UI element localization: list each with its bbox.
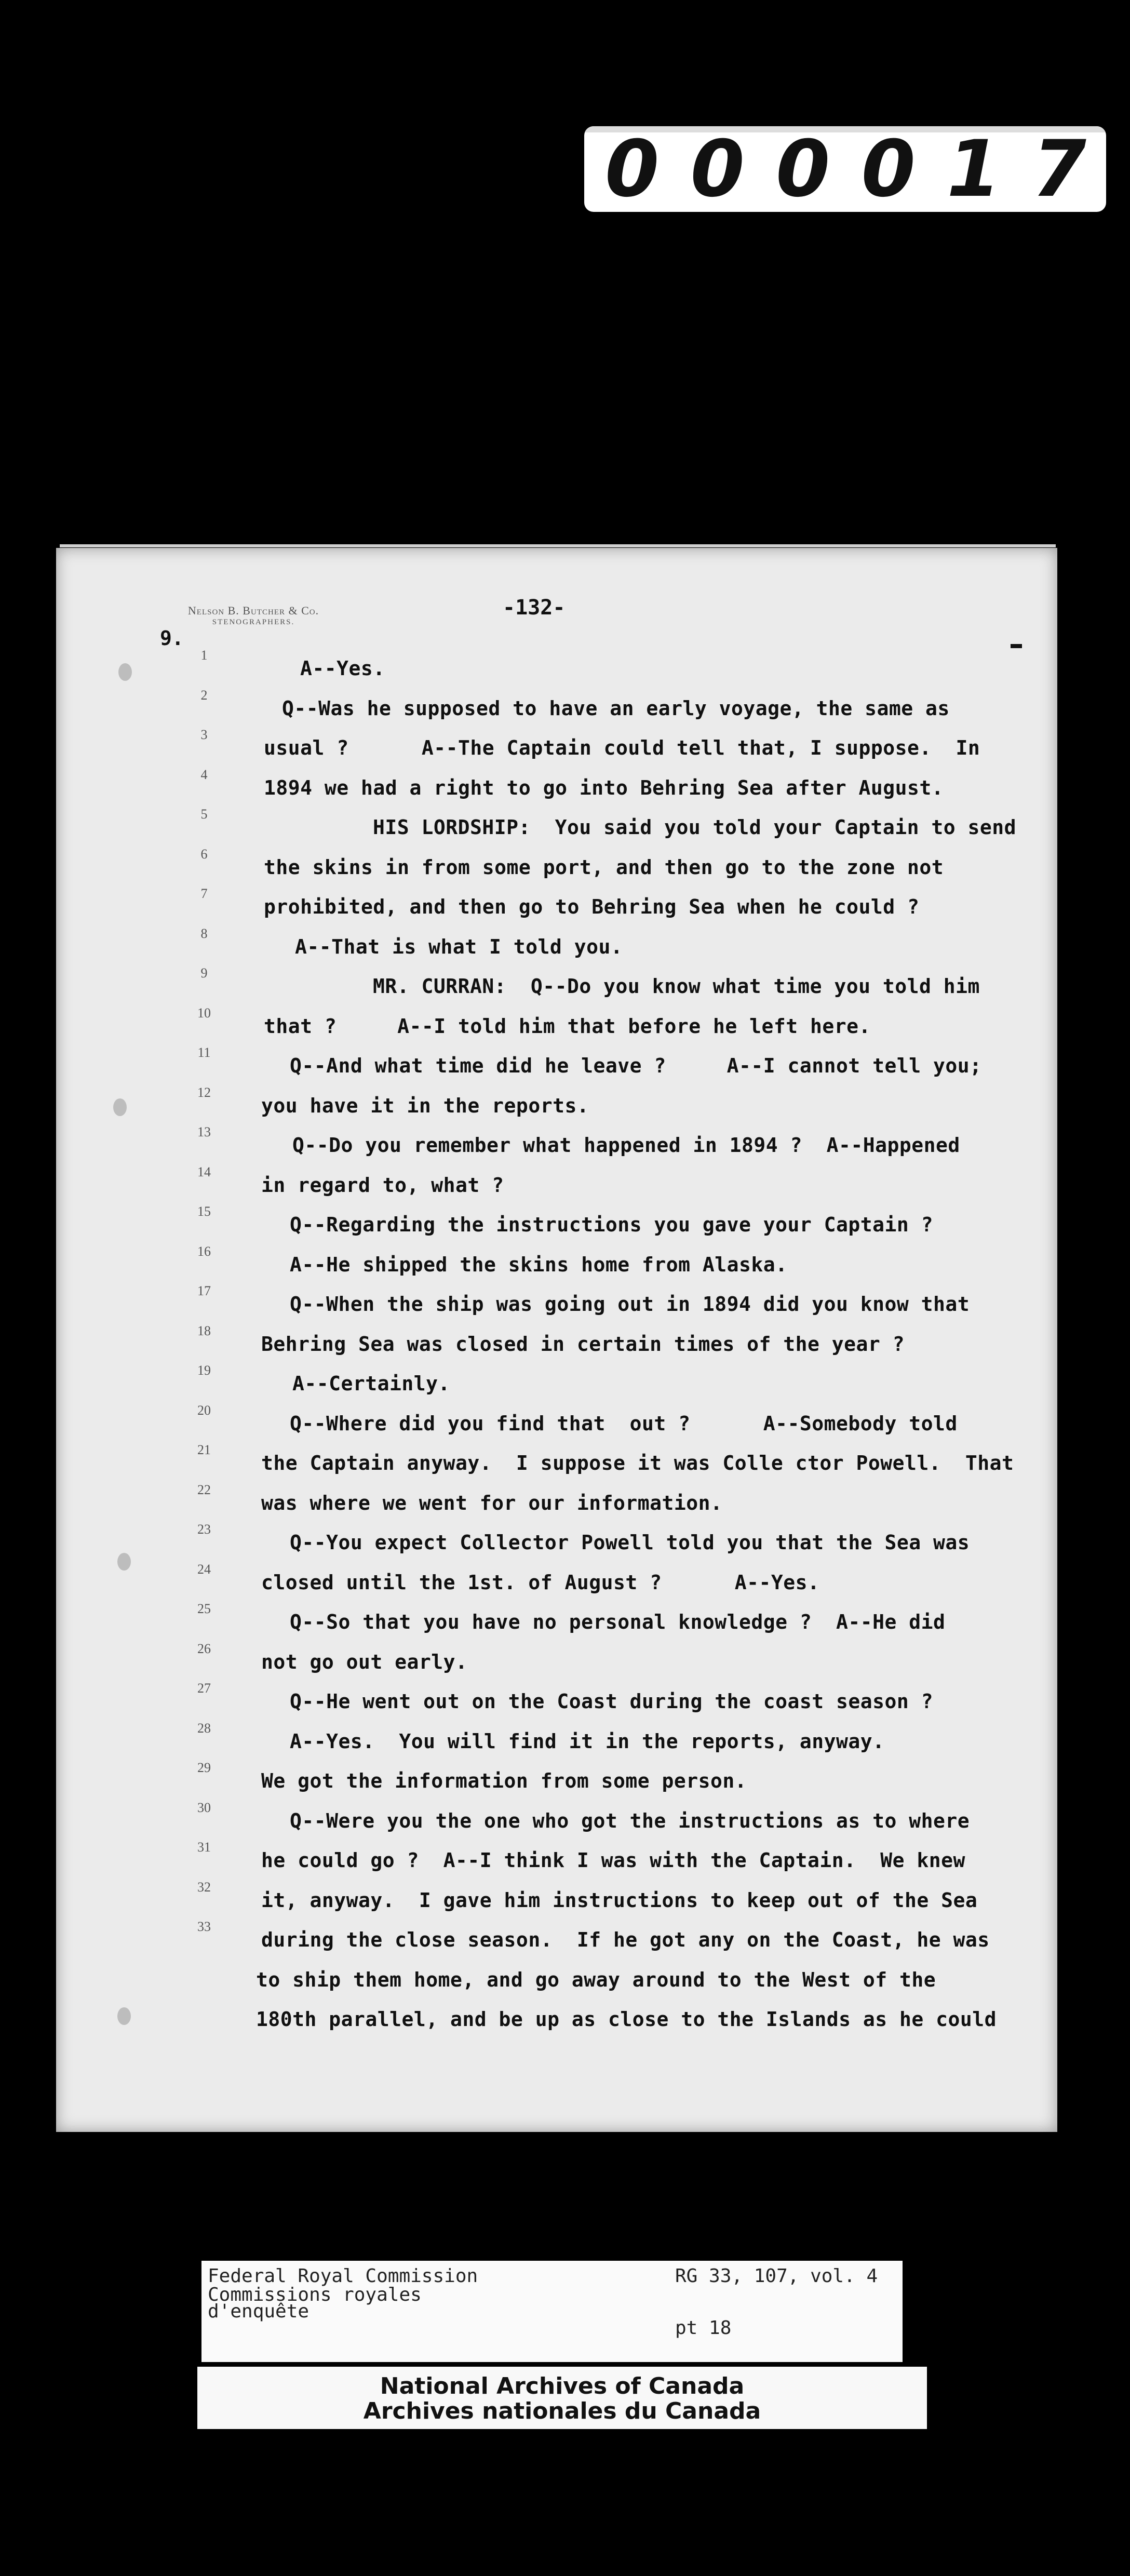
line-text: MR. CURRAN: Q--Do you know what time you told him bbox=[373, 975, 980, 998]
line-number: 1 bbox=[200, 648, 208, 663]
line-number: 17 bbox=[197, 1283, 211, 1298]
frame-digit: 7 bbox=[1032, 126, 1096, 212]
line-text: We got the information from some person. bbox=[261, 1769, 747, 1792]
line-number: 28 bbox=[197, 1720, 211, 1736]
section-number: 9. bbox=[160, 627, 184, 650]
line-text: not go out early. bbox=[261, 1650, 468, 1673]
letterhead-firm: Nelson B. Butcher & Co. bbox=[187, 604, 319, 617]
line-number: 22 bbox=[197, 1482, 211, 1497]
line-text: Q--So that you have no personal knowledge ? A--He did bbox=[290, 1611, 946, 1633]
line-number: 6 bbox=[200, 846, 208, 862]
line-number: 5 bbox=[200, 807, 208, 822]
page-top-edge bbox=[60, 544, 1056, 547]
line-text: during the close season. If he got any on the Coast, he was bbox=[261, 1928, 990, 1951]
frame-digit: 0 bbox=[776, 126, 840, 212]
line-number: 7 bbox=[200, 886, 208, 901]
line-number: 27 bbox=[197, 1681, 211, 1696]
line-text: Q--You expect Collector Powell told you that the Sea was bbox=[290, 1531, 970, 1554]
line-number: 20 bbox=[197, 1402, 211, 1418]
line-text: A--That is what I told you. bbox=[295, 935, 623, 958]
line-number: 9 bbox=[200, 965, 208, 981]
line-text: Q--Do you remember what happened in 1894 ? A--Happened bbox=[292, 1134, 960, 1157]
line-number: 24 bbox=[197, 1561, 211, 1577]
line-text: Q--He went out on the Coast during the coast season ? bbox=[290, 1690, 934, 1713]
line-number: 29 bbox=[197, 1760, 211, 1775]
line-number: 13 bbox=[197, 1124, 211, 1139]
line-number: 14 bbox=[197, 1164, 211, 1179]
letterhead bbox=[144, 604, 362, 627]
line-number: 31 bbox=[197, 1840, 211, 1855]
line-text: Q--Was he supposed to have an early voyage, the same as bbox=[282, 696, 950, 720]
line-text: Behring Sea was closed in certain times of the year ? bbox=[261, 1332, 905, 1356]
page-number: -132- bbox=[503, 596, 566, 620]
line-number: 11 bbox=[197, 1045, 211, 1060]
archive-banner bbox=[197, 2367, 927, 2429]
line-text: the skins in from some port, and then go to the zone not bbox=[264, 855, 944, 879]
transcript-line bbox=[56, 2008, 1057, 2047]
frame-number bbox=[605, 126, 1096, 212]
margin-dash-mark bbox=[1011, 644, 1022, 648]
label-reference: RG 33, 107, vol. 4 bbox=[675, 2265, 878, 2287]
line-number: 26 bbox=[197, 1641, 211, 1656]
line-text: was where we went for our information. bbox=[261, 1491, 723, 1514]
line-text: Q--Where did you find that out ? A--Somebody told bbox=[290, 1412, 958, 1435]
line-number: 32 bbox=[197, 1879, 211, 1895]
line-text: to ship them home, and go away around to the West of the bbox=[256, 1968, 936, 1991]
line-number: 19 bbox=[197, 1363, 211, 1378]
line-number: 16 bbox=[197, 1243, 211, 1259]
archive-label bbox=[201, 2261, 903, 2362]
line-number: 2 bbox=[200, 687, 208, 703]
line-text: he could go ? A--I think I was with the Captain. We knew bbox=[261, 1849, 965, 1872]
line-text: prohibited, and then go to Behring Sea when he could ? bbox=[264, 895, 920, 918]
frame-digit: 0 bbox=[605, 126, 669, 212]
line-number: 3 bbox=[200, 727, 208, 742]
line-number: 23 bbox=[197, 1522, 211, 1537]
label-part: pt 18 bbox=[675, 2317, 732, 2339]
label-collection-fr: Commissions royales bbox=[208, 2284, 422, 2305]
line-text: A--He shipped the skins home from Alaska. bbox=[290, 1253, 788, 1276]
transcript-page bbox=[56, 548, 1057, 2132]
frame-digit: 0 bbox=[861, 126, 925, 212]
line-number: 30 bbox=[197, 1800, 211, 1815]
line-text: that ? A--I told him that before he left here. bbox=[264, 1014, 871, 1038]
line-text: A--Yes. bbox=[300, 657, 385, 680]
label-collection-fr-2: d'enquête bbox=[208, 2301, 310, 2322]
line-text: Q--Were you the one who got the instructions as to where bbox=[290, 1809, 970, 1832]
line-text: Q--Regarding the instructions you gave your Captain ? bbox=[290, 1213, 934, 1236]
line-text: closed until the 1st. of August ? A--Yes. bbox=[261, 1571, 820, 1594]
archive-name-en: National Archives of Canada bbox=[380, 2373, 745, 2399]
line-number: 12 bbox=[197, 1084, 211, 1100]
frame-digit: 1 bbox=[947, 126, 1011, 212]
line-number: 33 bbox=[197, 1919, 211, 1934]
line-number: 8 bbox=[200, 925, 208, 941]
transcript-line bbox=[56, 1919, 1057, 1968]
line-text: A--Certainly. bbox=[292, 1372, 450, 1395]
line-text: it, anyway. I gave him instructions to keep out of the Sea bbox=[261, 1888, 978, 1912]
frame-digit: 0 bbox=[690, 126, 754, 212]
line-text: usual ? A--The Captain could tell that, I suppose. In bbox=[264, 736, 980, 759]
line-text: you have it in the reports. bbox=[261, 1094, 589, 1117]
line-text: Q--And what time did he leave ? A--I cannot tell you; bbox=[290, 1054, 982, 1077]
frame-number-plate bbox=[584, 126, 1106, 212]
line-number: 4 bbox=[200, 767, 208, 782]
line-text: A--Yes. You will find it in the reports, anyway. bbox=[290, 1729, 885, 1753]
line-text: 180th parallel, and be up as close to the Islands as he could bbox=[256, 2008, 997, 2031]
line-number: 21 bbox=[197, 1442, 211, 1457]
line-text: 1894 we had a right to go into Behring Sea after August. bbox=[264, 776, 944, 799]
archive-name-fr: Archives nationales du Canada bbox=[363, 2398, 761, 2424]
line-number: 10 bbox=[197, 1005, 211, 1021]
label-collection-en: Federal Royal Commission bbox=[208, 2265, 478, 2287]
line-text: Q--When the ship was going out in 1894 did you know that bbox=[290, 1293, 970, 1316]
line-number: 25 bbox=[197, 1601, 211, 1616]
line-text: in regard to, what ? bbox=[261, 1173, 504, 1197]
line-number: 15 bbox=[197, 1204, 211, 1219]
line-text: HIS LORDSHIP: You said you told your Captain to send bbox=[373, 816, 1017, 839]
letterhead-role: STENOGRAPHERS. bbox=[212, 618, 295, 627]
line-number: 18 bbox=[197, 1323, 211, 1338]
line-text: the Captain anyway. I suppose it was Colle ctor Powell. That bbox=[261, 1452, 1014, 1474]
transcript-line bbox=[56, 1968, 1057, 2008]
